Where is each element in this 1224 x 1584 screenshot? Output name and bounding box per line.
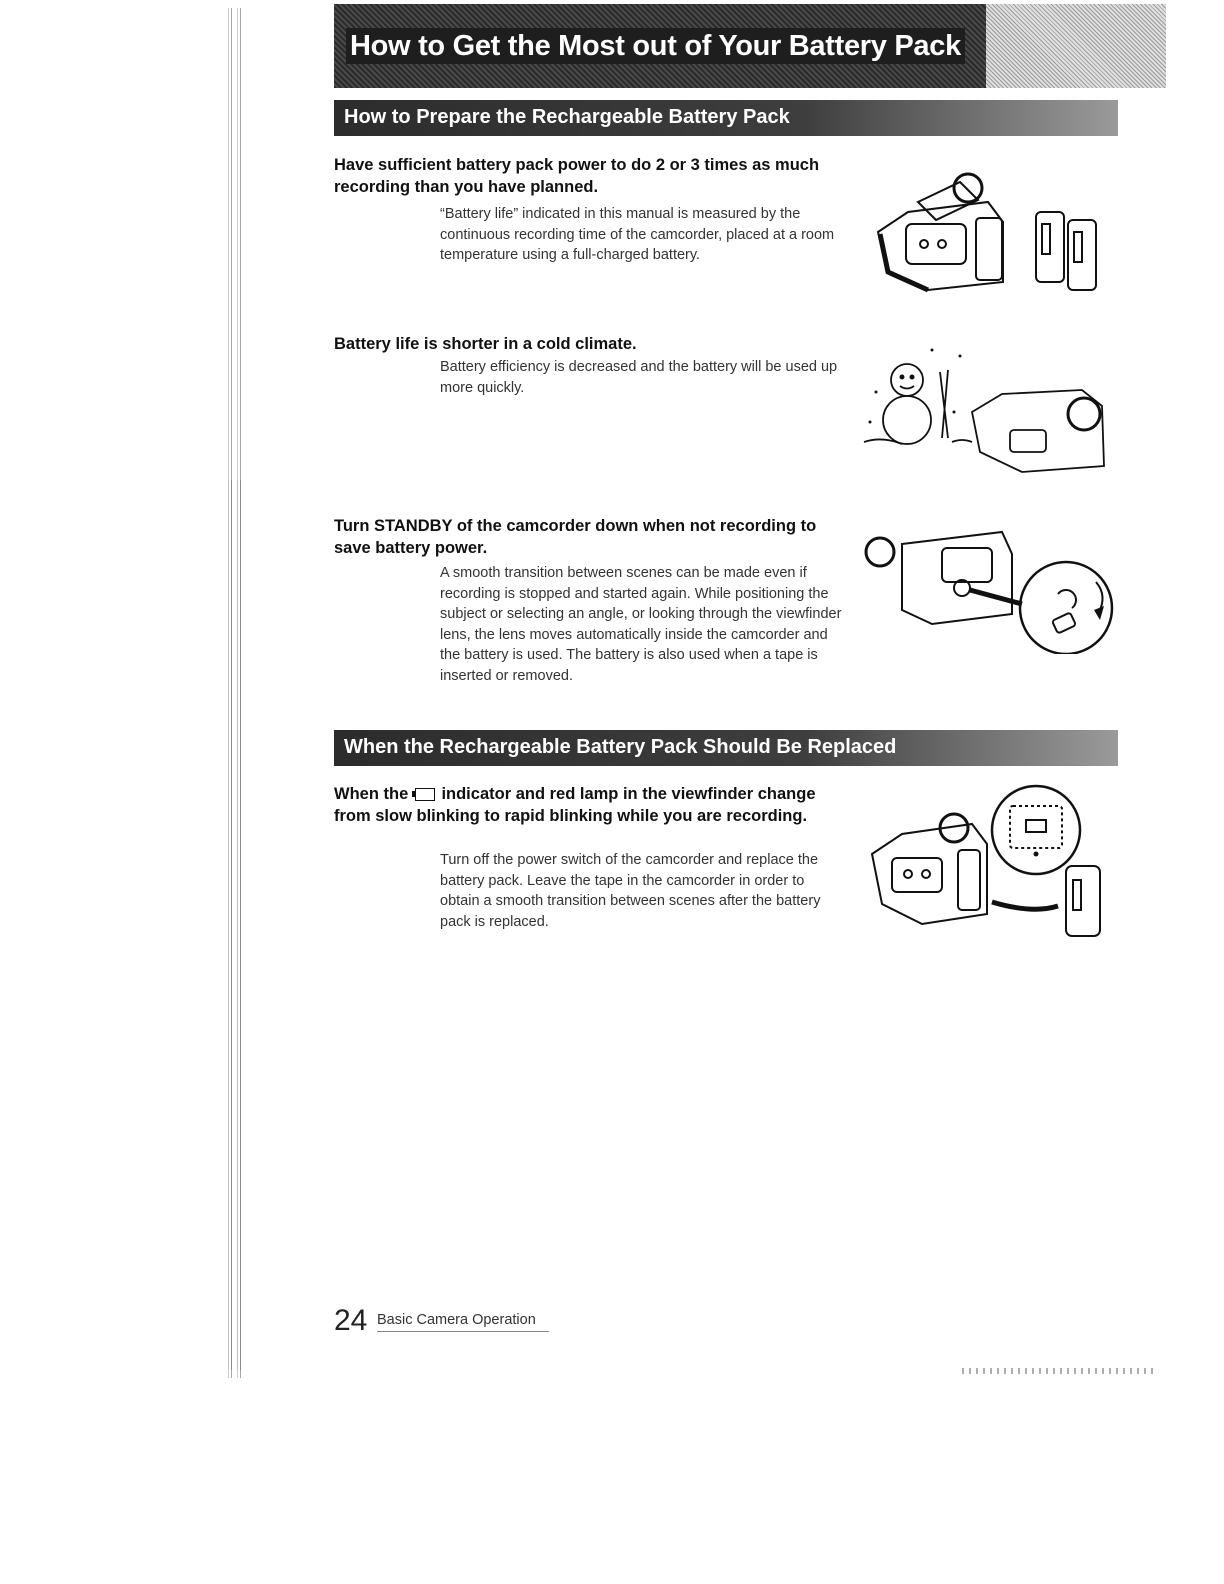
section-bar-replace [334, 730, 1118, 766]
main-title: How to Get the Most out of Your Battery Pack [346, 28, 965, 64]
section-title: When the Rechargeable Battery Pack Should Be Replaced [344, 736, 897, 758]
item-body: A smooth transition between scenes can be made even if recording is stopped and started again. While positioning the subject or selecting an angle, or looking through the viewfinder lens, the lens moves automatically inside the camcorder and the battery is used. The battery is also used when a tape is inserted or removed. [440, 565, 842, 684]
section-title: How to Prepare the Rechargeable Battery Pack [344, 106, 790, 128]
battery-low-icon [415, 788, 435, 801]
main-title-banner [334, 4, 1166, 88]
scan-noise-dots [962, 1368, 1158, 1374]
heading-part: indicator and red lamp in the viewfinder change from slow blinking to rapid blinking while you are recording. [334, 785, 816, 825]
item-heading: Have sufficient battery pack power to do 2 or 3 times as much recording than you have planned. [334, 156, 820, 196]
camcorder-with-batteries-illustration [868, 172, 1118, 302]
item-heading: Turn STANDBY of the camcorder down when not recording to save battery power. [334, 517, 817, 557]
page-binding-edge-dark [226, 480, 244, 1370]
snowman-camcorder-illustration [862, 342, 1112, 477]
item-body: “Battery life” indicated in this manual is measured by the continuous recording time of the camcorder, placed at a room temperature using a full-charged battery. [440, 206, 835, 263]
section-bar-prepare [334, 100, 1118, 136]
item-heading: Battery life is shorter in a cold climate. [334, 335, 637, 353]
camcorder-standby-switch-illustration [862, 524, 1118, 654]
item-heading [334, 783, 854, 827]
item-body: Turn off the power switch of the camcorder and replace the battery pack. Leave the tape in the camcorder in order to obtain a smooth transition between scenes after the battery pack is replaced. [440, 852, 821, 930]
footer-section-name: Basic Camera Operation [377, 1312, 549, 1332]
camcorder-viewfinder-battery-replace-illustration [862, 784, 1118, 944]
item-body: Battery efficiency is decreased and the battery will be used up more quickly. [440, 359, 838, 396]
page-number: 24 [334, 1304, 368, 1337]
heading-part: When the [334, 785, 409, 803]
